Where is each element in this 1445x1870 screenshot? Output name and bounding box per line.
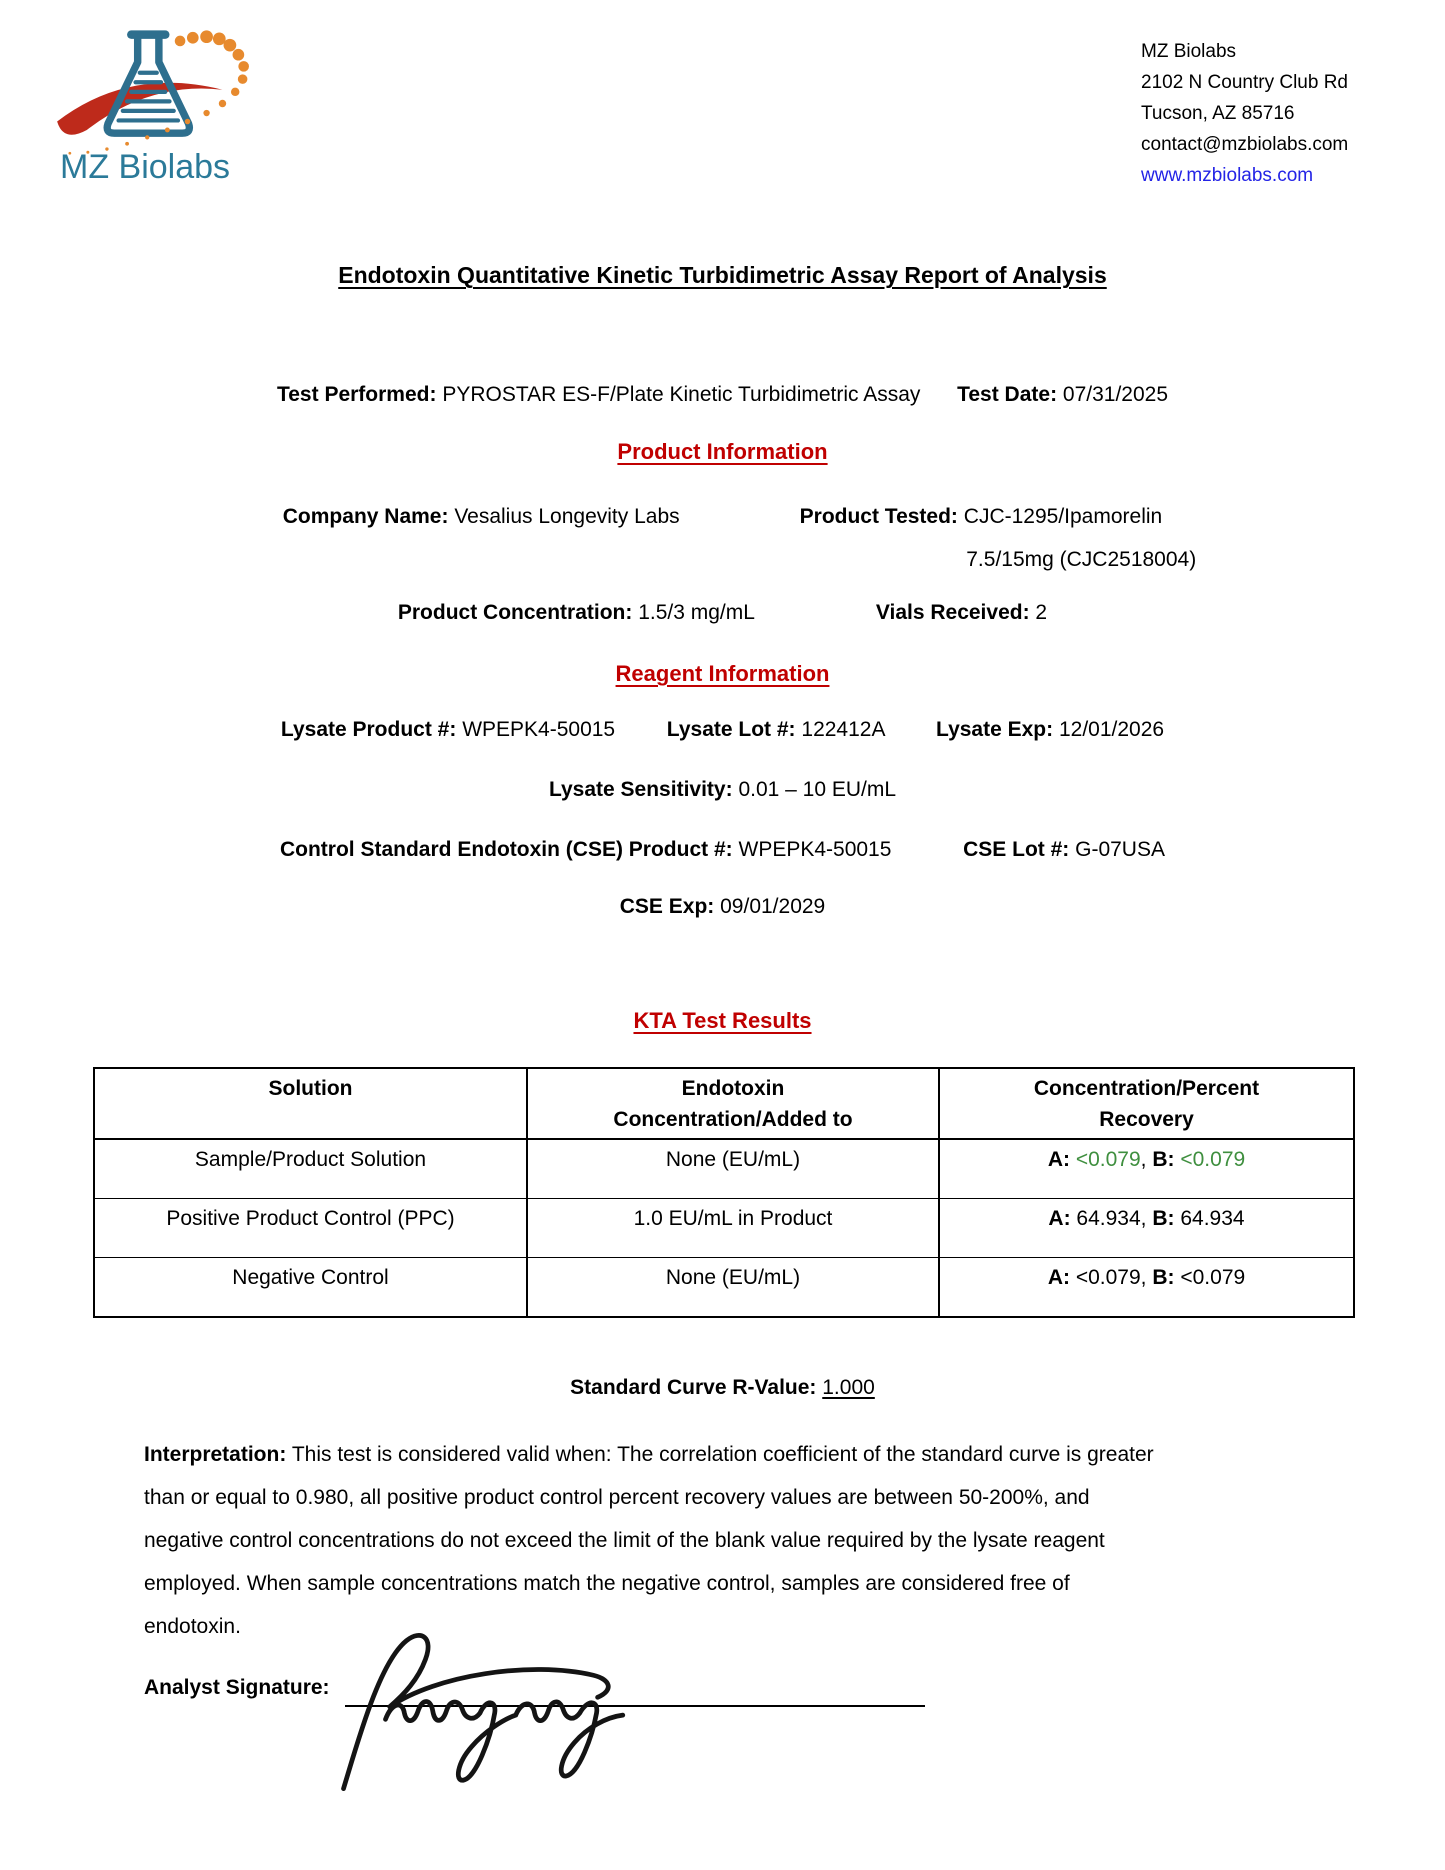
cse-product-value: WPEPK4-50015 (738, 838, 892, 861)
cse-line (0, 838, 1445, 862)
cell-endotoxin: None (EU/mL) (527, 1258, 939, 1318)
company-name-value: Vesalius Longevity Labs (454, 505, 680, 528)
interpretation-paragraph (144, 1433, 1169, 1648)
header-solution: Solution (94, 1068, 527, 1139)
cell-recovery: A: <0.079, B: <0.079 (939, 1139, 1354, 1199)
product-tested-block (799, 503, 1197, 574)
interpretation-text: This test is considered valid when: The correlation coefficient of the standard curve is greater than or equal to 0.980, all positive product control percent recovery values are between 50-200%, and negative control concentrations do not exceed the limit of the blank value required by the lysate reagent employed. When sample concentrations match the negative control, samples are considered free of endotoxin. (144, 1443, 1154, 1638)
report-title: Endotoxin Quantitative Kinetic Turbidimetric Assay Report of Analysis (338, 262, 1107, 288)
test-date-label: Test Date: (957, 383, 1058, 406)
standard-curve-line (0, 1376, 1445, 1400)
r-value-label: Standard Curve R-Value: (570, 1376, 817, 1399)
lysate-lot-value: 122412A (801, 718, 885, 741)
cell-solution: Negative Control (94, 1258, 527, 1318)
lysate-sensitivity-label: Lysate Sensitivity: (548, 778, 733, 801)
product-tested-value-line2: 7.5/15mg (CJC2518004) (966, 548, 1197, 571)
cse-lot-label: CSE Lot #: (963, 838, 1070, 861)
kta-results-heading: KTA Test Results (633, 1008, 812, 1033)
table-row (94, 1139, 1354, 1199)
lysate-exp-label: Lysate Exp: (936, 718, 1054, 741)
cse-product-label: Control Standard Endotoxin (CSE) Product #: (279, 838, 733, 861)
cse-exp-value: 09/01/2029 (720, 895, 826, 918)
product-information-heading: Product Information (617, 439, 828, 464)
product-concentration-label: Product Concentration: (397, 601, 633, 624)
cell-recovery: A: <0.079, B: <0.079 (939, 1258, 1354, 1318)
cell-solution: Positive Product Control (PPC) (94, 1199, 527, 1258)
table-row (94, 1199, 1354, 1258)
interpretation-label: Interpretation: (144, 1443, 287, 1466)
kta-results-table (93, 1067, 1355, 1318)
table-header-row (94, 1068, 1354, 1139)
product-tested-value: CJC-1295/Ipamorelin (963, 505, 1163, 528)
concentration-vials-line (0, 601, 1445, 625)
test-performed-line (0, 383, 1445, 407)
cse-lot-value: G-07USA (1075, 838, 1165, 861)
header-endotoxin: Endotoxin Concentration/Added to (527, 1068, 939, 1139)
cse-exp-line (0, 895, 1445, 919)
cse-exp-label: CSE Exp: (619, 895, 715, 918)
company-pair (283, 503, 680, 531)
cell-solution: Sample/Product Solution (94, 1139, 527, 1199)
table-row (94, 1258, 1354, 1318)
product-concentration-value: 1.5/3 mg/mL (638, 601, 755, 624)
analyst-signature-label: Analyst Signature: (144, 1676, 330, 1699)
analyst-signature-icon (312, 1622, 648, 1802)
website-link[interactable]: www.mzbiolabs.com (1141, 165, 1314, 186)
company-name-label: Company Name: (282, 505, 449, 528)
flask-logo-icon (55, 26, 267, 164)
lysate-line (0, 718, 1445, 742)
cell-recovery: A: 64.934, B: 64.934 (939, 1199, 1354, 1258)
r-value: 1.000 (822, 1376, 875, 1399)
vials-received-value: 2 (1035, 601, 1048, 624)
address-line: Tucson, AZ 85716 (1141, 103, 1295, 124)
product-tested-label: Product Tested: (799, 505, 958, 528)
test-performed-value: PYROSTAR ES-F/Plate Kinetic Turbidimetric Assay (442, 383, 921, 406)
logo-text: MZ Biolabs (60, 148, 231, 186)
reagent-information-heading: Reagent Information (615, 661, 830, 686)
company-address (1141, 36, 1348, 191)
test-performed-label: Test Performed: (276, 383, 437, 406)
vials-received-label: Vials Received: (875, 601, 1030, 624)
lysate-sensitivity-line (0, 778, 1445, 802)
cell-endotoxin: None (EU/mL) (527, 1139, 939, 1199)
lysate-exp-value: 12/01/2026 (1058, 718, 1165, 741)
lysate-sensitivity-value: 0.01 – 10 EU/mL (738, 778, 897, 801)
lysate-product-label: Lysate Product #: (280, 718, 457, 741)
product-tested-pair (800, 503, 1163, 531)
address-line: contact@mzbiolabs.com (1141, 134, 1349, 155)
address-line: 2102 N Country Club Rd (1141, 72, 1348, 93)
address-line: MZ Biolabs (1141, 41, 1237, 62)
lysate-product-value: WPEPK4-50015 (462, 718, 616, 741)
test-date-value: 07/31/2025 (1062, 383, 1169, 406)
cell-endotoxin: 1.0 EU/mL in Product (527, 1199, 939, 1258)
header-recovery: Concentration/Percent Recovery (939, 1068, 1354, 1139)
lysate-lot-label: Lysate Lot #: (666, 718, 796, 741)
company-product-line (0, 503, 1445, 574)
